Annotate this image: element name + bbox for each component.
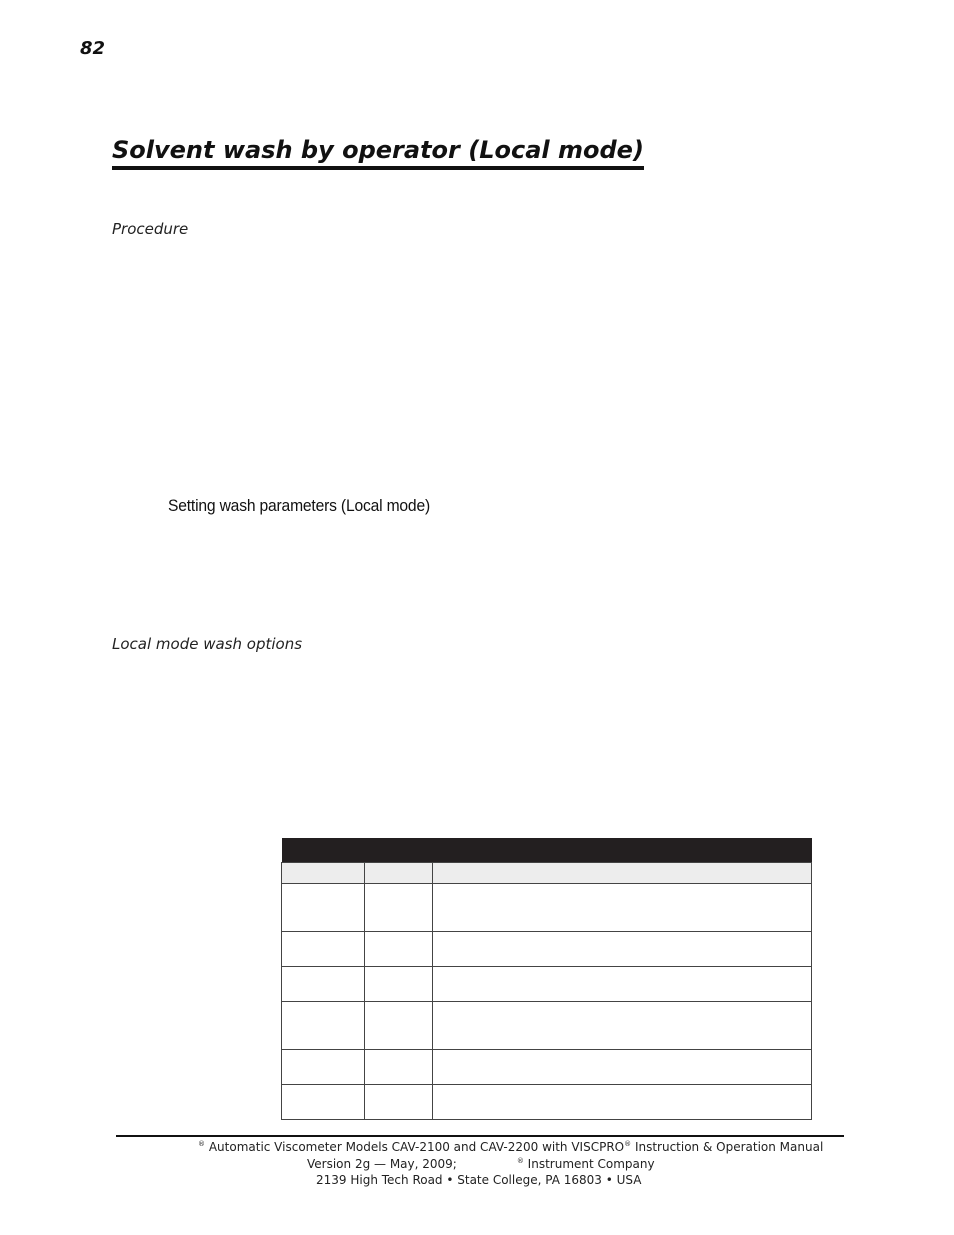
column-header: [433, 863, 812, 884]
table-cell: [433, 1085, 812, 1120]
wash-options-label: Local mode wash options: [112, 635, 303, 653]
table-cell: [365, 932, 433, 967]
subheading-wash-parameters: Setting wash parameters (Local mode): [168, 496, 430, 515]
table-cell: [282, 932, 365, 967]
section-title: Solvent wash by operator (Local mode): [112, 134, 644, 170]
table-cell: [365, 1085, 433, 1120]
table-row: [282, 932, 812, 967]
table-cell: [282, 884, 365, 932]
table-cell: [433, 1050, 812, 1085]
footer-divider: [116, 1135, 844, 1137]
footer-address: 2139 High Tech Road • State College, PA 16803 • USA: [316, 1173, 642, 1187]
registered-mark: ®: [624, 1140, 632, 1148]
footer-manual-title: [198, 1140, 926, 1154]
table-cell: [365, 967, 433, 1002]
table-row: [282, 1002, 812, 1050]
table-cell: [282, 967, 365, 1002]
table-header: [282, 838, 812, 863]
wash-options-table: [281, 838, 812, 1120]
page-number: 82: [80, 38, 106, 59]
footer-version: [307, 1157, 954, 1171]
footer-version-text: Version 2g — May, 2009;: [307, 1157, 457, 1171]
table-cell: [282, 1002, 365, 1050]
footer-company: Instrument Company: [527, 1157, 655, 1171]
table-cell: [365, 884, 433, 932]
table-row: [282, 967, 812, 1002]
footer-line1-suffix: Instruction & Operation Manual: [634, 1140, 824, 1154]
table-cell: [282, 1085, 365, 1120]
column-header: [282, 863, 365, 884]
column-header: [365, 863, 433, 884]
table-cell: [365, 1050, 433, 1085]
table-row: [282, 1085, 812, 1120]
table-cell: [365, 1002, 433, 1050]
table-cell: [433, 884, 812, 932]
table-cell: [433, 932, 812, 967]
procedure-label: Procedure: [112, 220, 189, 238]
registered-mark: ®: [516, 1157, 524, 1165]
table-row: [282, 1050, 812, 1085]
table-cell: [282, 1050, 365, 1085]
table-row: [282, 884, 812, 932]
table-cell: [433, 1002, 812, 1050]
registered-mark: ®: [198, 1140, 205, 1148]
footer-line1-text: Automatic Viscometer Models CAV-2100 and CAV-2200 with VISCPRO: [208, 1140, 625, 1154]
table-column-header-row: [282, 863, 812, 884]
table-cell: [433, 967, 812, 1002]
